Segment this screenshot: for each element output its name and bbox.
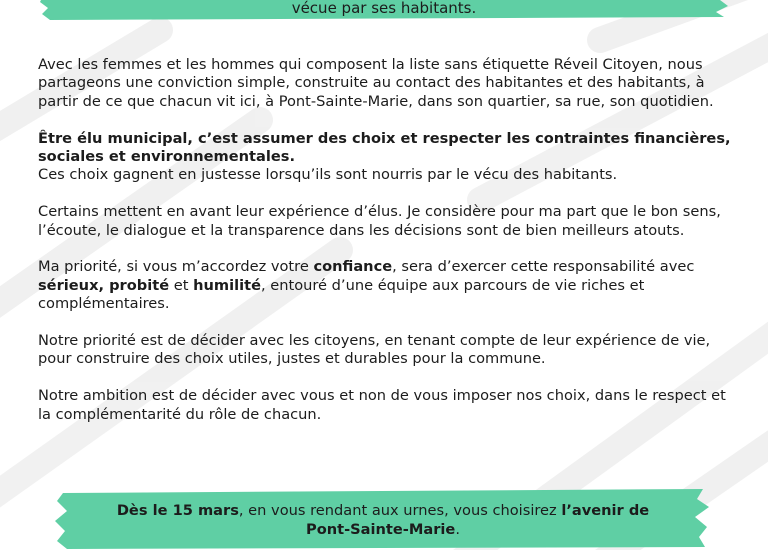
paragraph-intro: Avec les femmes et les hommes qui composent la liste sans étiquette Réveil Citoyen, nous partageons une conviction simple, construite au contact des habitantes et des habitants, à partir de ce que chacun vit ici, à Pont-Sainte-Marie, dans son quartier, sa rue, son quotidien.: [38, 56, 714, 110]
footer-text: Dès le 15 mars, en vous rendant aux urnes, vous choisirez l’avenir de Pont-Sainte-Marie.: [116, 502, 650, 538]
emphasis-humilite: humilité: [193, 276, 261, 294]
footer-date: Dès le 15 mars: [116, 502, 239, 519]
emphasis-serieux-probite: sérieux, probité: [38, 276, 170, 294]
paragraph-ambition: Notre ambition est de décider avec vous et non de vous imposer nos choix, dans le respect et la complémentarité du rôle de chacun.: [38, 387, 726, 423]
emphasis-confiance: confiance: [313, 258, 393, 276]
paragraph-priority: Ma priorité, si vous m’accordez votre confiance, sera d’exercer cette responsabilité avec sérieux, probité et humilité, entouré d’une équipe aux parcours de vie riches et complémentaires.: [38, 258, 695, 313]
top-banner-text: vécue par ses habitants.: [291, 0, 477, 17]
footer-banner: [55, 489, 711, 549]
top-banner: [40, 0, 728, 20]
paragraph-elected-role-bold: Être élu municipal, c’est assumer des choix et respecter les contraintes financières, sociales et environnementales.: [38, 129, 731, 166]
paragraph-citizens: Notre priorité est de décider avec les citoyens, en tenant compte de leur expérience de vie, pour construire des choix utiles, justes et durables pour la commune.: [38, 332, 711, 368]
footer-town: Pont-Sainte-Marie: [306, 521, 456, 538]
footer-avenir: l’avenir de: [561, 502, 650, 519]
paragraph-choices: Ces choix gagnent en justesse lorsqu’ils sont nourris par le vécu des habitants.: [38, 166, 618, 184]
paragraph-experience: Certains mettent en avant leur expérience d’élus. Je considère pour ma part que le bon sens, l’écoute, le dialogue et la transparence dans les décisions sont de bien meilleurs atouts.: [38, 203, 721, 239]
letter-body: [38, 56, 734, 442]
